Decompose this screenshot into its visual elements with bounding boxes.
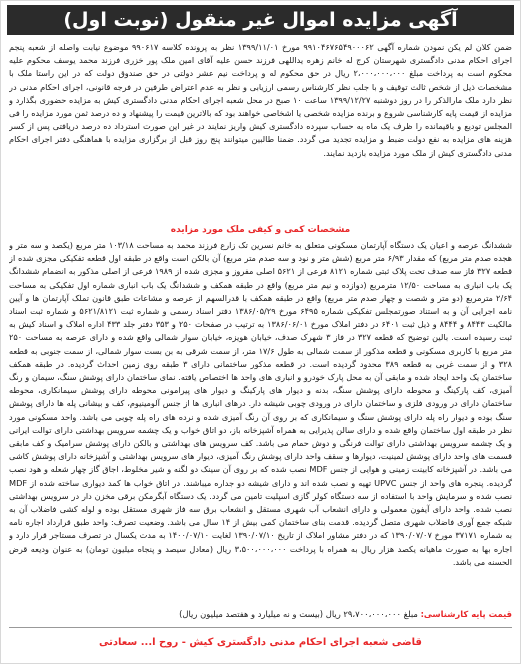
footer-divider: [9, 627, 512, 628]
base-price-value: مبلغ ۲۹،۷۰۰،۰۰۰،۰۰۰ ریال (بیست و نه میلیارد و هفتصد میلیون ریال): [179, 609, 418, 619]
base-price-label: قیمت پایه کارشناسی:: [420, 609, 512, 619]
property-specs-heading: مشخصات کمی و کیفی ملک مورد مزایده: [170, 225, 351, 235]
property-description-paragraph: ششدانگ عرصه و اعیان یک دستگاه آپارتمان مسکونی متعلق به خانم نسرین تک زارع فرزند محمد به مساحت ۱۰۳/۱۸ متر مربع (یکصد و سه متر و هجده صدم متر مربع) که مقدار ۶/۹۳ متر مربع (شش متر و نود و سه صدم متر مربع) آن بالکن است واقع در طبقه اول قطعه تفکیکی مجزی شده از قطعه ۳۲۷ فاز سه صدف تحت پلاک ثبتی شماره ۸۱۲۱ فرعی از ۵۶۲۱ اصلی مفروز و مجزی شده از ۱۹۸۹ فرعی از اصلی مذکور به انضمام ششدانگ یک باب انباری به مساحت ۱۲/۵۰ مترمربع (دوازده و نیم متر مربع) واقع در طبقه همکف و ششدانگ یک باب انباری شماره اول تفکیکی به مساحت ۲/۶۴ مترمربع (دو متر و شصت و چهار صدم متر مربع) واقع در طبقه همکف با قدرالسهم از عرصه و مشاعات طبق قانون تملک آپارتمان ها و آیین نامه اجرایی آن و به استناد صورتمجلس تفکیکی شماره ۶۴۹۵ مورخ ۱۳۸۶/۰۵/۲۹ دفتر اسناد رسمی و شماره ثبت ۵۶۲۱/۸۱۲۱ و شماره ثبت اسناد مالکیت ۸۴۴۳ و ۸۴۴۴ و ذیل ثبت ۶۴۰۱ در دفتر املاک مورخ ۱۳۸۶/۰۶/۰۱ به ترتیب در صفحات ۲۵۰ و ۳۵۳ دفتر جلد ۴۳۳ اداره املاک و اسناد کیش به ثبت رسیده است. بالین توضیح که قطعه ۳۲۷ در فاز ۳ شهرک صدف، خیابان هویزه، خیابان سوار شمالی واقع شده و دارای عرصه به مساحت ۲۵۰ متر مربع با کاربری مسکونی و قطعه مذکور از سمت شمالی به طول ۱۷/۶ متر، از سمت شرقی به بن بست سوار شمالی، از سمت جنوبی به قطعه ۳۲۸ و از سمت غربی به قطعه ۳۸۹ محدود گردیده است. در قطعه مذکور ساختمانی دارای ۳ طبقه روی زمین احداث گردیده. در طبقه همکف ساختمان یک واحد ایجاد شده و مابقی آن به محل پارک خودرو و انباری های واحد ها اختصاص یافته. نمای ساختمان دارای پوشش سنگ، سیمان و رنگ آمیزی، کف پارکینگ و محوطه دارای پوشش سنگ، بدنه و دیوار های پارکینگ و دیوار های پیرامونی محوطه دارای پوشش سیمانکاری، محوطه ساختمان دارای در ورودی فلزی و ساختمان دارای در ورودی چوبی شیشه دار. درهای انباری ها از جنس آلومینیوم، کف و بیشانی پله ها دارای پوشش سنگ بوده و دیوار راه پله دارای پوشش سنگ و سیمانکاری که بر روی آن رنگ آمیزی شده و نرده های راه پله چوبی می باشد. واحد مسکونی مورد نظر در طبقه اول ساختمان واقع شده و دارای سالن پذیرایی به همراه آشپزخانه باز، دو اتاق خواب و یک چشمه سرویس بهداشتی دارای توالت ایرانی و یک چشمه سرویس بهداشتی دارای توالت فرنگی و دوش حمام می باشد. کف سرویس های بهداشتی و بالکن دارای پوشش سرامیک و کف مابقی قسمت های واحد دارای پوشش لمینیت، دیوارها و سقف واحد دارای پوشش رنگ آمیزی، دیوار های سرویس بهداشتی و آشپزخانه دارای پوشش کاشی می باشد. در آشپزخانه کابینت زمینی و هوایی از جنس MDF نصب شده که بر روی آن سینک دو لگنه و شیر مخلوط، اجاق گاز چهار شعله و هود نصب گردیده. پنجره های واحد از جنس UPVC تهیه و نصب شده اند و دارای شیشه دو جداره میباشند. در اتاق خواب ها کمد دیواری ساخته شده از MDF نصب شده و سرمایش واحد با استفاده از سه دستگاه کولر گازی اسپلیت تامین می گردد. یک دستگاه آبگرمکن برقی مخزن دار در سرویس بهداشتی نصب شده. واحد دارای آیفون معمولی و دارای انشعاب آب شهری مستقل و انشعاب برق سه فاز شهری مستقل بوده و لوله کشی فاضلاب آن به شبکه جمع آوری فاضلاب شهری متصل گردیده. قدمت بنای ساختمان کمی بیش از ۱۴ سال می باشد. وضعیت تصرف: واحد طبق قرارداد اجاره نامه به شماره ۳۷۱۷۱ مورخ ۱۳۹۰/۰۷/۰۷ که در دفتر مشاور املاک از تاریخ ۱۳۹۰/۰۷/۱۰ لغایت ۱۴۰۰/۰۷/۱۰ به مدت یکسال در تصرف مستاجر قرار دارد و اجاره بها به صورت ماهیانه یکصد هزار ریال به همراه با پرداخت ۳،۵۰۰،۰۰۰،۰۰۰ ریال (معادل سیصد و پنجاه میلیون تومان) به عنوان ودیعه قرض الحسنه می باشد.: [9, 240, 512, 567]
notice-intro-paragraph: ضمن کلان لم یکن نمودن شماره آگهی ۹۹۱۰۴۶۷۶۵۴۹۰۰۰۶۲ مورخ ۱۳۹۹/۱۱/۰۱ نظر به پرونده کلاسه ۹۹۰۶۱۷ موضوع نیابت واصله از شعبه پنجم اجرای احکام مدنی دادگستری شهرستان کرج له خانم زهره یداللهی فرزند حسن علیه آقای امین ملک پور خزری فرزند محمد یوسف محکوم علیه محکوم است به پرداخت مبلغ ۲،۰۰۰،۰۰۰،۰۰۰ ریال در حق محکوم له و پرداخت نیم عشر دولتی در حق صندوق دولت که در این راستا ملک با مشخصات ذیل از شخص ثالث توقیف و با جلب نظر کارشناس رسمی ارزیابی و نظر به عدم اعتراض طرفین در فرجه قانونی، اجرای احکام مدنی در نظر دارد ملک مارالذکر را در روز دوشنبه ۱۳۹۹/۱۲/۲۷ ساعت ۱۰ صبح در محل شعبه اجرای احکام مدنی دادگستری کیش به مزایده حضوری بگذارد و مزایده از قیمت پایه کارشناسی شروع و برنده مزایده شخصی یا اشخاصی خواهند بود که بالاترین قیمت را پیشنهاد و ده درصد ثمن مورد مزایده را فی المجلس تودیع و باقیمانده را ظرف یک ماه به حساب سپرده دادگستری کیش واریز نمایند در غیر این صورت استرداد ده درصد دریافتی پس از کسر هزینه های مزایده به نفع دولت ضبط و مزایده تجدید می گردد. ضمنا طالبین میتوانند پنج روز قبل از برگزاری مزایده با هماهنگی دفتر اجرای احکام مدنی دادگستری کیش از ملک مورد مزایده بازدید نمایند.: [9, 42, 512, 158]
notice-title: آگهی مزایده اموال غیر منقول (نوبت اول): [7, 5, 514, 35]
judge-signature: قاضی شعبه اجرای احکام مدنی دادگستری کیش - روح ا... سعادتی: [99, 637, 422, 648]
base-price-line: [9, 607, 512, 621]
